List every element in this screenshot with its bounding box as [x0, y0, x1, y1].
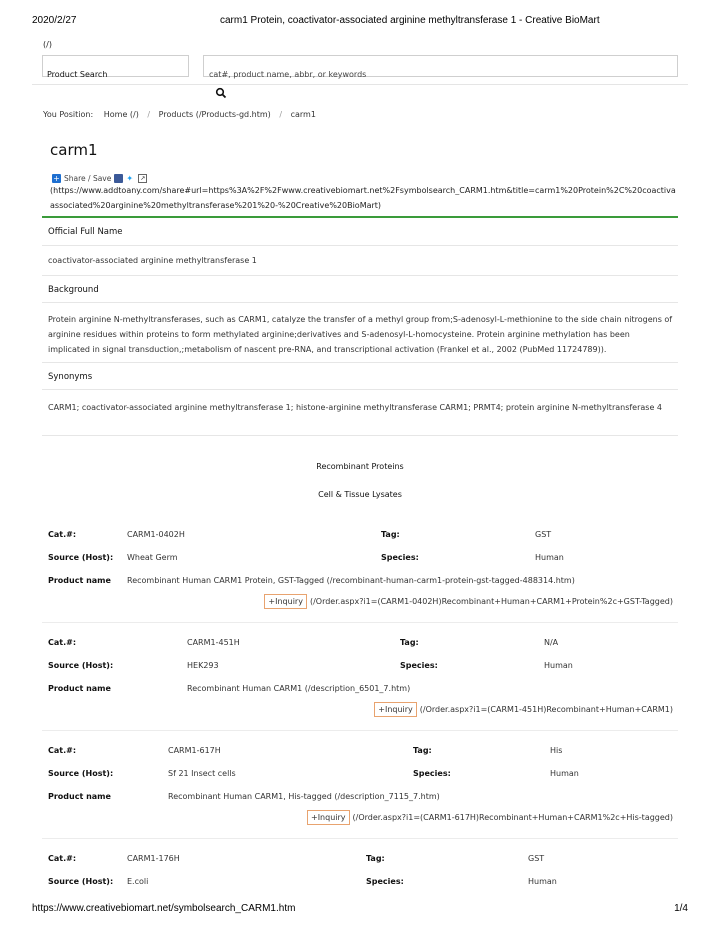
tag-value: N/A [544, 638, 559, 647]
tag-label: Tag: [366, 854, 385, 863]
inquiry-row [307, 810, 673, 825]
search-icon[interactable] [215, 84, 227, 96]
background-text: Protein arginine N-methyltransferases, such as CARM1, catalyze the transfer of a methyl group from;S-adenosyl-L-methionine to the side chain nitrogens of arginine residues within proteins to form methylated arginine;derivatives and S-adenosyl-L-homocysteine. Protein arginine methylation has been implicated in signal transduction,;metabolism of nascent pre-RNA, and transcriptional activation (Frankel et al., 2002 (PubMed 11724789)). [48, 315, 673, 354]
tag-label: Tag: [381, 530, 400, 539]
product-name-link[interactable]: Recombinant Human CARM1, His-tagged (/description_7115_7.htm) [168, 792, 440, 801]
species-value: Human [535, 553, 564, 562]
official-name-heading: Official Full Name [48, 227, 123, 237]
print-title: carm1 Protein, coactivator-associated arginine methyltransferase 1 - Creative BioMart [220, 15, 600, 26]
share-label: Share / Save [64, 174, 112, 183]
inquiry-button[interactable]: +Inquiry [307, 810, 350, 825]
product-name-label: Product name [48, 684, 111, 693]
divider [42, 389, 678, 390]
product-name-link[interactable]: Recombinant Human CARM1 (/description_6501_7.htm) [187, 684, 411, 693]
cat-value: CARM1-0402H [127, 530, 185, 539]
divider [42, 730, 678, 731]
tab-recombinant-proteins[interactable]: Recombinant Proteins [316, 462, 404, 471]
source-value: HEK293 [187, 661, 219, 670]
divider [42, 245, 678, 246]
species-value: Human [544, 661, 573, 670]
order-link[interactable]: (/Order.aspx?i1=(CARM1-0402H)Recombinant+Human+CARM1+Protein%2c+GST-Tagged) [309, 597, 673, 606]
tag-value: His [550, 746, 563, 755]
cat-label: Cat.#: [48, 638, 77, 647]
source-label: Source (Host): [48, 877, 114, 886]
tab-cell-tissue-lysates[interactable]: Cell & Tissue Lysates [318, 490, 402, 499]
source-value: E.coli [127, 877, 149, 886]
share-url-line1[interactable]: (https://www.addtoany.com/share#url=https%3A%2F%2Fwww.creativebiomart.net%2Fsymbolsearch_CARM1.htm&title=carm1%20Protein%2C%20coactiva [50, 186, 676, 195]
header-divider [32, 84, 688, 85]
twitter-icon[interactable]: ✦ [126, 174, 134, 183]
search-placeholder: cat#, product name, abbr, or keywords [209, 70, 367, 79]
product-search-label: Product Search [47, 70, 108, 79]
tag-label: Tag: [413, 746, 432, 755]
green-divider [42, 216, 678, 218]
cat-value: CARM1-176H [127, 854, 180, 863]
plus-icon: + [53, 174, 60, 183]
breadcrumb [43, 110, 316, 119]
source-value: Sf 21 Insect cells [168, 769, 236, 778]
inquiry-row [264, 594, 673, 609]
breadcrumb-sep: / [147, 110, 151, 119]
print-footer-url: https://www.creativebiomart.net/symbolsearch_CARM1.htm [32, 903, 296, 914]
divider [42, 275, 678, 276]
synonyms-text: CARM1; coactivator-associated arginine methyltransferase 1; histone-arginine methyltransferase CARM1; PRMT4; protein arginine N-methyltransferase 4 [48, 403, 663, 412]
product-name-link[interactable]: Recombinant Human CARM1 Protein, GST-Tagged (/recombinant-human-carm1-protein-gst-tagged-488314.htm) [127, 576, 575, 585]
product-search-button[interactable] [42, 55, 189, 77]
order-link[interactable]: (/Order.aspx?i1=(CARM1-451H)Recombinant+Human+CARM1) [419, 705, 673, 714]
species-label: Species: [400, 661, 438, 670]
divider [42, 362, 678, 363]
order-link[interactable]: (/Order.aspx?i1=(CARM1-617H)Recombinant+Human+CARM1%2c+His-tagged) [352, 813, 673, 822]
inquiry-button[interactable]: +Inquiry [374, 702, 417, 717]
print-date: 2020/2/27 [32, 15, 77, 26]
breadcrumb-current: carm1 [290, 110, 316, 119]
cat-label: Cat.#: [48, 854, 77, 863]
search-input[interactable] [203, 55, 678, 77]
divider [42, 838, 678, 839]
source-label: Source (Host): [48, 553, 114, 562]
cat-label: Cat.#: [48, 746, 77, 755]
facebook-icon[interactable] [114, 174, 123, 183]
tag-label: Tag: [400, 638, 419, 647]
divider [42, 622, 678, 623]
share-widget[interactable] [52, 173, 147, 184]
species-value: Human [528, 877, 557, 886]
breadcrumb-prefix: You Position: [43, 110, 94, 119]
breadcrumb-products[interactable]: Products (/Products-gd.htm) [158, 110, 271, 119]
breadcrumb-home[interactable]: Home (/) [103, 110, 139, 119]
tag-value: GST [535, 530, 552, 539]
source-value: Wheat Germ [127, 553, 178, 562]
cat-value: CARM1-617H [168, 746, 221, 755]
species-label: Species: [381, 553, 419, 562]
cat-value: CARM1-451H [187, 638, 240, 647]
source-label: Source (Host): [48, 769, 114, 778]
source-label: Source (Host): [48, 661, 114, 670]
page-title: carm1 [50, 141, 98, 159]
print-footer-page: 1/4 [674, 903, 688, 914]
divider [42, 302, 678, 303]
species-label: Species: [413, 769, 451, 778]
synonyms-heading: Synonyms [48, 372, 93, 382]
breadcrumb-sep: / [279, 110, 283, 119]
background-heading: Background [48, 285, 99, 295]
species-label: Species: [366, 877, 404, 886]
cat-label: Cat.#: [48, 530, 77, 539]
tag-value: GST [528, 854, 545, 863]
inquiry-row [374, 702, 673, 717]
species-value: Human [550, 769, 579, 778]
product-name-label: Product name [48, 792, 111, 801]
divider [42, 435, 678, 436]
inquiry-button[interactable]: +Inquiry [264, 594, 307, 609]
share-arrow-icon[interactable]: ↗ [140, 175, 146, 182]
share-url-line2[interactable]: associated%20arginine%20methyltransferase%201%20-%20Creative%20BioMart) [50, 201, 382, 210]
product-name-label: Product name [48, 576, 111, 585]
official-name-text: coactivator-associated arginine methyltransferase 1 [48, 256, 257, 265]
home-link[interactable]: (/) [43, 40, 52, 49]
